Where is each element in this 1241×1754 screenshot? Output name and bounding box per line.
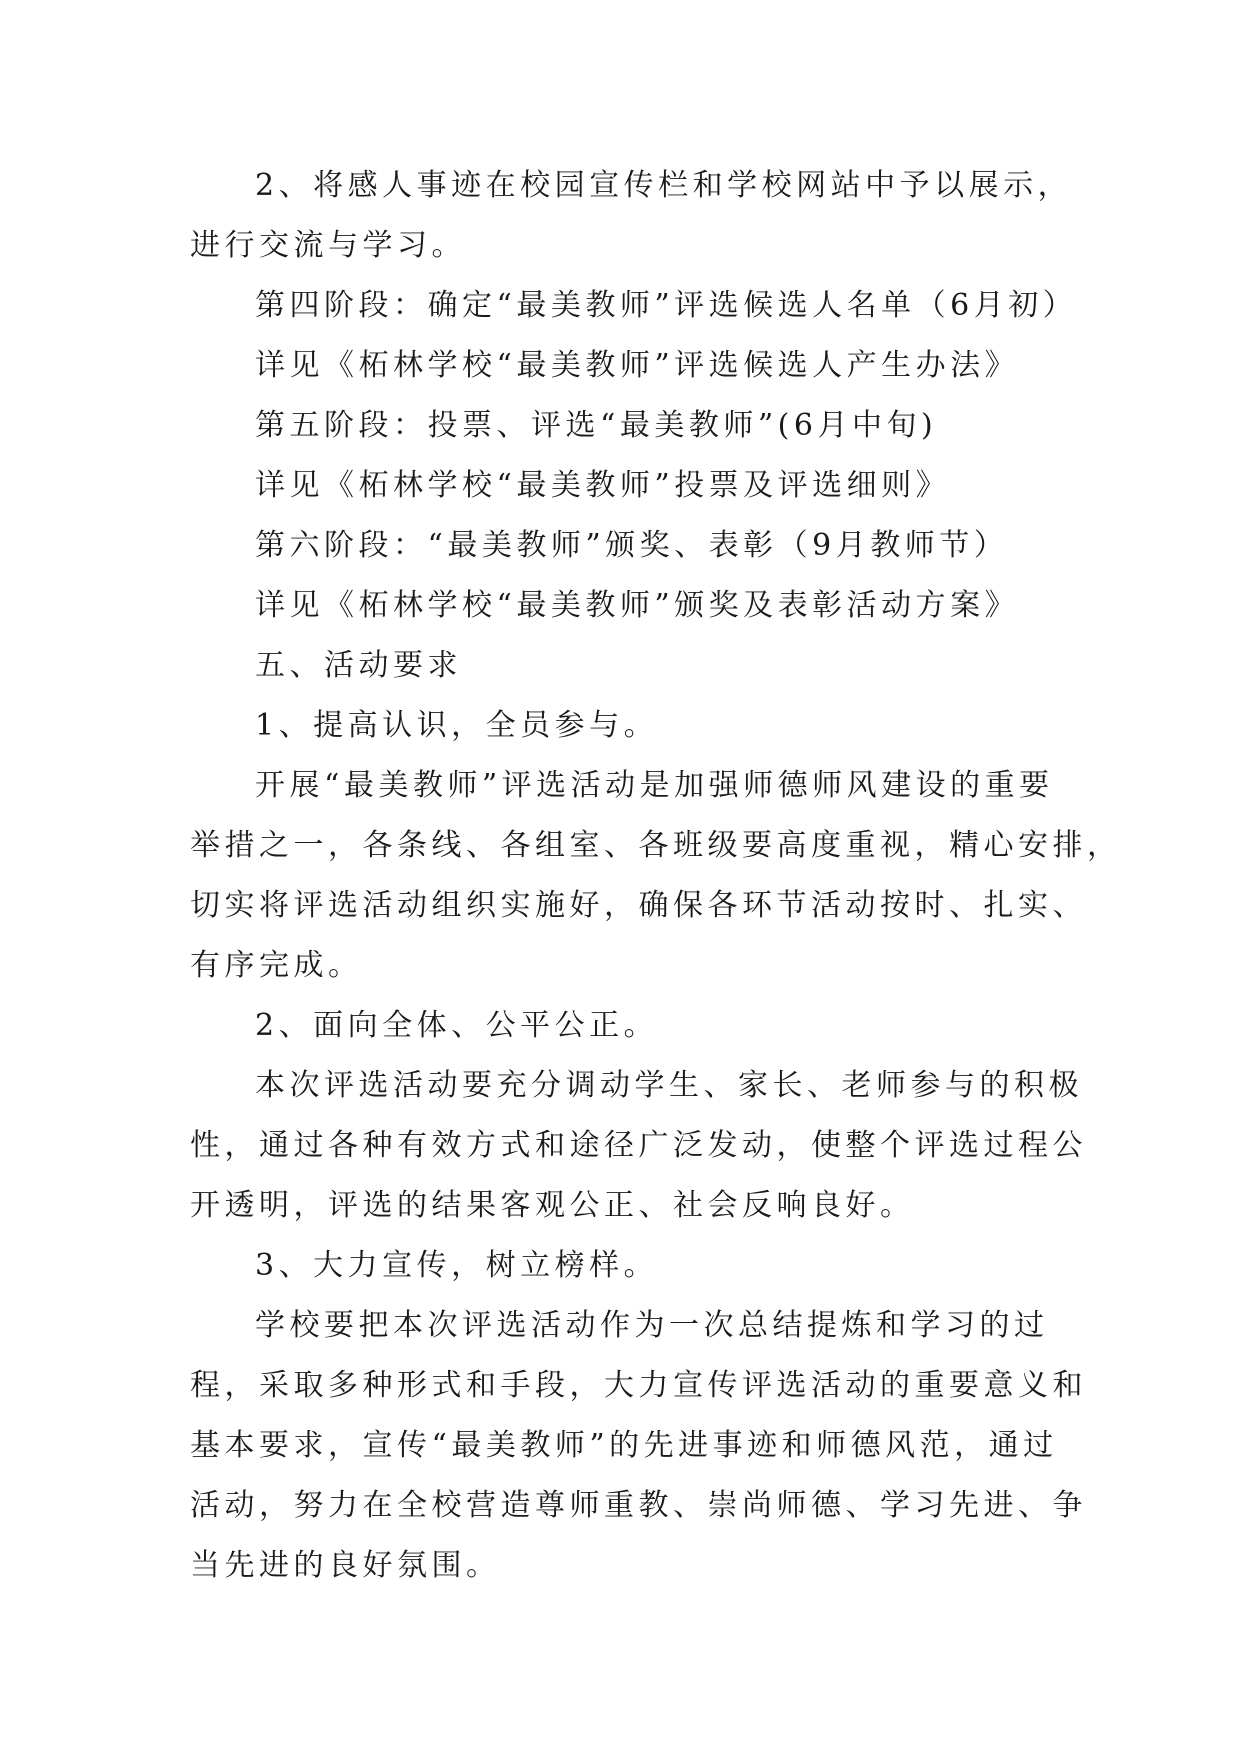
requirement-heading: 3、大力宣传，树立榜样。 (255, 1248, 659, 1283)
paragraph-line: 性，通过各种有效方式和途径广泛发动，使整个评选过程公 (190, 1128, 1087, 1163)
paragraph-line: 有序完成。 (190, 948, 363, 983)
stage-five-heading: 第五阶段：投票、评选“最美教师”(6月中旬) (255, 408, 938, 443)
paragraph-line: 2、将感人事迹在校园宣传栏和学校网站中予以展示， (255, 168, 1073, 203)
reference-line: 详见《柘林学校“最美教师”颁奖及表彰活动方案》 (255, 588, 1020, 623)
paragraph-line: 举措之一，各条线、各组室、各班级要高度重视，精心安排， (190, 828, 1122, 863)
stage-six-heading: 第六阶段：“最美教师”颁奖、表彰（9月教师节） (255, 528, 1009, 563)
paragraph-line: 学校要把本次评选活动作为一次总结提炼和学习的过 (255, 1308, 1049, 1343)
requirement-heading: 2、面向全体、公平公正。 (255, 1008, 659, 1043)
paragraph-line: 活动，努力在全校营造尊师重教、崇尚师德、学习先进、争 (190, 1488, 1087, 1523)
paragraph-line: 当先进的良好氛围。 (190, 1548, 501, 1583)
section-heading: 五、活动要求 (255, 648, 462, 683)
paragraph-line: 程，采取多种形式和手段，大力宣传评选活动的重要意义和 (190, 1368, 1087, 1403)
paragraph-line: 切实将评选活动组织实施好，确保各环节活动按时、扎实、 (190, 888, 1087, 923)
requirement-heading: 1、提高认识，全员参与。 (255, 708, 659, 743)
paragraph-line: 开展“最美教师”评选活动是加强师德师风建设的重要 (255, 768, 1054, 803)
paragraph-line: 本次评选活动要充分调动学生、家长、老师参与的积极 (255, 1068, 1083, 1103)
reference-line: 详见《柘林学校“最美教师”评选候选人产生办法》 (255, 348, 1020, 383)
stage-four-heading: 第四阶段：确定“最美教师”评选候选人名单（6月初） (255, 288, 1078, 323)
paragraph-line: 基本要求，宣传“最美教师”的先进事迹和师德风范，通过 (190, 1428, 1058, 1463)
paragraph-line: 进行交流与学习。 (190, 228, 466, 263)
reference-line: 详见《柘林学校“最美教师”投票及评选细则》 (255, 468, 951, 503)
paragraph-line: 开透明，评选的结果客观公正、社会反响良好。 (190, 1188, 915, 1223)
